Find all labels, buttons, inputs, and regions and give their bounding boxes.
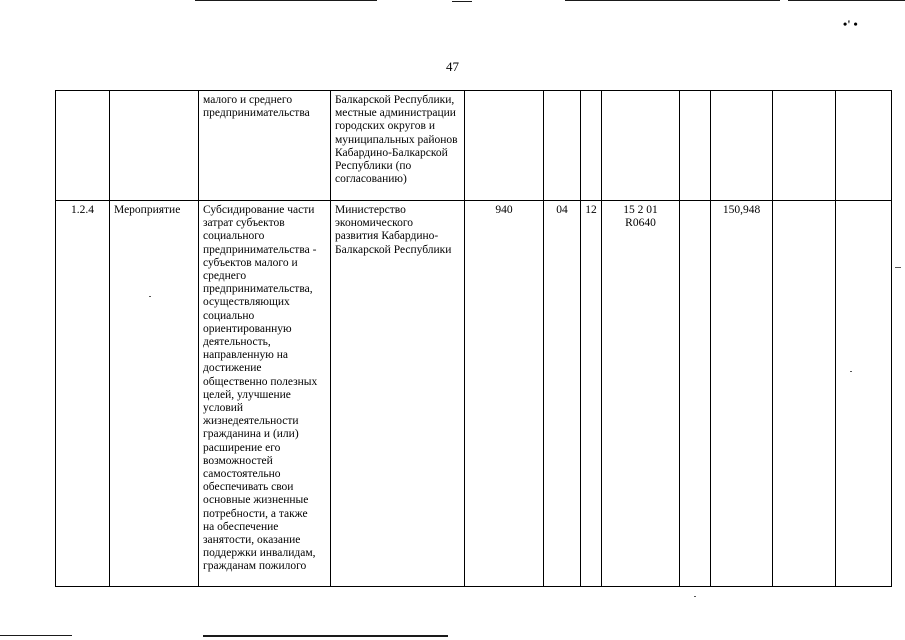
cell-csr xyxy=(602,91,680,201)
page-number: 47 xyxy=(446,59,459,74)
cell-type: Мероприятие xyxy=(110,201,199,587)
scan-speck xyxy=(895,267,901,268)
cell-num: 1.2.4 xyxy=(56,201,110,587)
cell-vr xyxy=(680,91,711,201)
top-scan-line-3 xyxy=(565,0,780,1)
scan-speck xyxy=(149,296,151,297)
corner-mark: •' • xyxy=(843,17,858,31)
cell-extra1 xyxy=(773,201,836,587)
cell-extra2 xyxy=(836,91,892,201)
cell-rz: 04 xyxy=(544,201,581,587)
cell-amount xyxy=(711,91,773,201)
table-row xyxy=(56,91,892,201)
cell-extra1 xyxy=(773,91,836,201)
cell-rz xyxy=(544,91,581,201)
top-scan-line-1 xyxy=(195,0,377,1)
top-scan-line-2 xyxy=(452,1,472,2)
cell-executor: Министерство экономического развития Кабардино- Балкарской Республики xyxy=(331,201,465,587)
table-row xyxy=(56,201,892,587)
cell-pr xyxy=(581,91,602,201)
cell-csr: 15 2 01 R0640 xyxy=(602,201,680,587)
cell-amount: 150,948 xyxy=(711,201,773,587)
cell-description: малого и среднего предпринимательства xyxy=(199,91,331,201)
cell-extra2 xyxy=(836,201,892,587)
cell-description: Субсидирование части затрат субъектов социального предпринимательства - субъектов малого и среднего предпринимательства, осуществляющих социально ориентированную деятельность, направленную на достижение общественно полезных целей, улучшение условий жизнедеятельности гражданина и (или) расширение его возможностей самостоятельно обеспечивать свои основные жизненные потребности, а также на обеспечение занятости, оказание поддержки инвалидам, гражданам пожилого xyxy=(199,201,331,587)
scan-speck xyxy=(850,371,852,372)
cell-grbs: 940 xyxy=(465,201,544,587)
cell-executor: Балкарской Республики, местные администрации городских округов и муниципальных районов Кабардино-Балкарской Республики (по согласованию) xyxy=(331,91,465,201)
cell-vr xyxy=(680,201,711,587)
cell-num xyxy=(56,91,110,201)
top-scan-line-4 xyxy=(788,0,905,1)
cell-grbs xyxy=(465,91,544,201)
bottom-scan-line-2 xyxy=(203,635,448,637)
scan-speck xyxy=(694,596,696,597)
bottom-scan-line-1 xyxy=(0,635,72,636)
cell-pr: 12 xyxy=(581,201,602,587)
budget-table xyxy=(55,90,892,587)
cell-type xyxy=(110,91,199,201)
